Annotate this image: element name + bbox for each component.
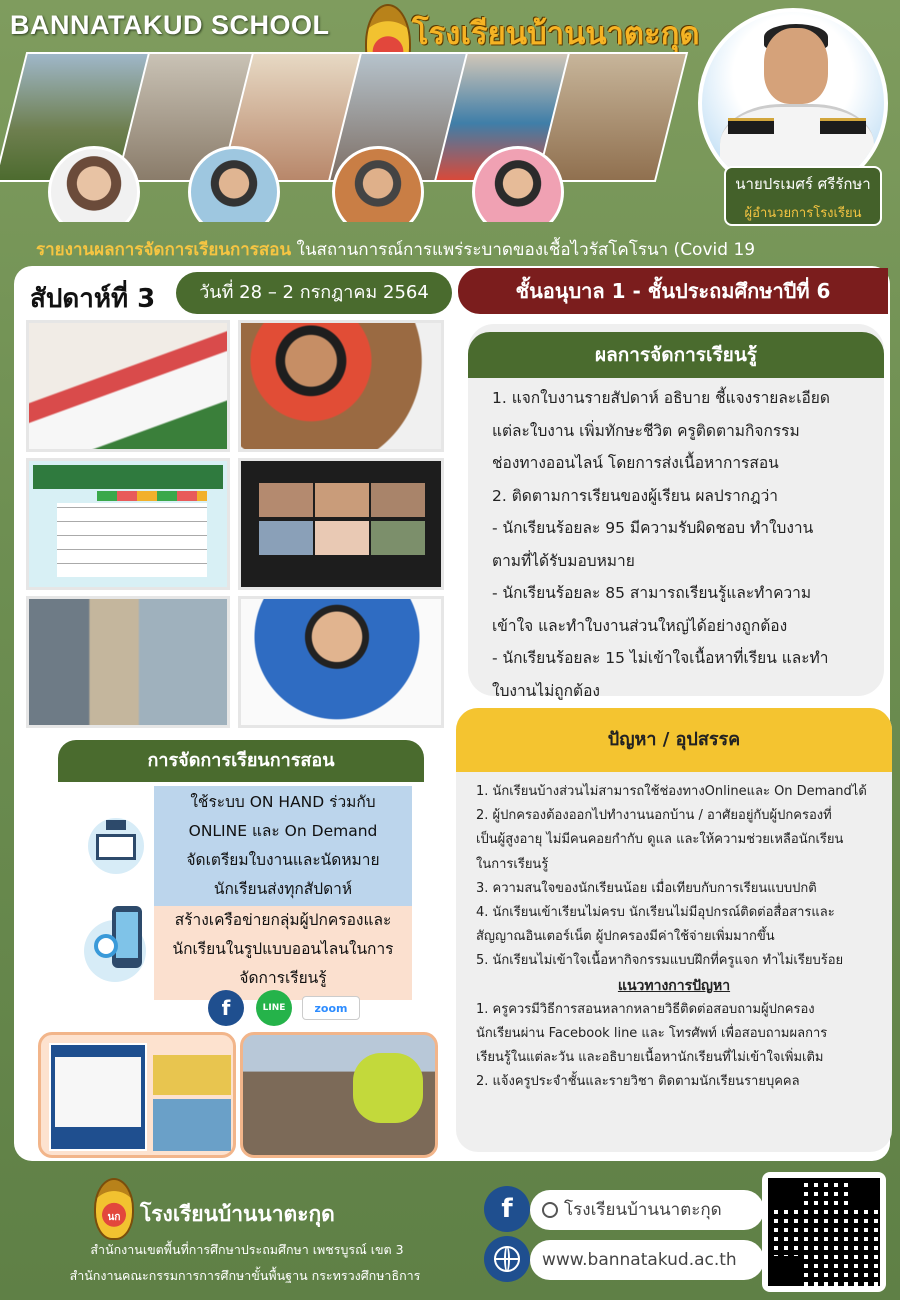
activity-photo-2: [238, 320, 444, 452]
parent-network-box: [154, 906, 412, 1000]
problem-line: 3. ความสนใจของนักเรียนน้อย เมื่อเทียบกับการเรียนแบบปกติ: [476, 880, 817, 896]
date-pill: วันที่ 28 – 2 กรกฎาคม 2564: [176, 272, 452, 314]
principal-name: นายปรเมศร์ ศรีรักษา: [735, 175, 871, 193]
solution-line: เรียนรู้ในแต่ละวัน และอธิบายเนื้อหานักเรียนที่ไม่เข้าใจเพิ่มเติม: [476, 1050, 824, 1066]
results-line: เข้าใจ และทำใบงานส่วนใหญ่ได้อย่างถูกต้อง: [492, 616, 788, 635]
week-label: สัปดาห์ที่ 3: [30, 284, 156, 314]
problems-title: ปัญหา / อุปสรรค: [456, 708, 892, 772]
footer-school-logo: นก: [94, 1178, 134, 1240]
solution-line: นักเรียนผ่าน Facebook line และ โทรศัพท์ เพื่อสอบถามผลการ: [476, 1026, 828, 1042]
qr-code[interactable]: [762, 1172, 886, 1292]
grade-banner: ชั้นอนุบาล 1 - ชั้นประถมศึกษาปีที่ 6: [458, 268, 888, 314]
results-line: 2. ติดตามการเรียนของผู้เรียน ผลปรากฎว่า: [492, 486, 778, 505]
teaching-method-box: [154, 786, 412, 906]
facebook-search-pill[interactable]: [530, 1190, 764, 1230]
activity-photo-3: [26, 596, 230, 728]
results-line: ใบงานไม่ถูกต้อง: [492, 681, 601, 700]
report-heading-highlight: รายงานผลการจัดการเรียนการสอน: [36, 240, 292, 260]
footer-school-name: โรงเรียนบ้านนาตะกุด: [140, 1202, 335, 1226]
problems-text: [476, 780, 872, 1095]
results-title: ผลการจัดการเรียนรู้: [468, 332, 884, 378]
results-line: - นักเรียนร้อยละ 15 ไม่เข้าใจเนื้อหาที่เรียน และทำ: [492, 649, 829, 667]
website-link[interactable]: www.bannatakud.ac.th: [542, 1250, 737, 1270]
solution-title: แนวทางการปัญหา: [617, 977, 731, 994]
teaching-method-line: นักเรียนส่งทุกสัปดาห์: [213, 880, 353, 898]
problem-line: ในการเรียนรู้: [476, 856, 549, 872]
results-line: ตามที่ได้รับมอบหมาย: [492, 551, 635, 570]
results-line: - นักเรียนร้อยละ 85 สามารถเรียนรู้และทำความ: [492, 584, 812, 602]
line-icon: LINE: [256, 990, 292, 1026]
website-pill[interactable]: [530, 1240, 764, 1280]
teaching-method-line: จัดเตรียมใบงานและนัดหมาย: [186, 851, 380, 869]
results-line: - นักเรียนร้อยละ 95 มีความรับผิดชอบ ทำใบงาน: [492, 519, 814, 537]
online-learning-icon: [88, 812, 150, 874]
footer-facebook-icon[interactable]: f: [484, 1186, 530, 1232]
facebook-icon: f: [208, 990, 244, 1026]
problem-line: 1. นักเรียนบ้างส่วนไม่สามารถใช้ช่องทางOnlineและ On Demandได้: [476, 784, 867, 799]
header-photo-collage: [0, 52, 700, 222]
footer-office-line1: สำนักงานเขตพื้นที่การศึกษาประถมศึกษา เพชรบูรณ์ เขต 3: [90, 1242, 404, 1257]
teaching-title: การจัดการเรียนการสอน: [58, 740, 424, 782]
problem-line: 2. ผู้ปกครองต้องออกไปทำงานนอกบ้าน / อาศัยอยู่กับผู้ปกครองที่: [476, 808, 832, 824]
worksheet-screenshot: [26, 458, 230, 590]
activity-photo-1: [26, 320, 230, 452]
footer-office-line2: สำนักงานคณะกรรมการการศึกษาขั้นพื้นฐาน กระทรวงศึกษาธิการ: [69, 1268, 421, 1283]
network-line: สร้างเครือข่ายกลุ่มผู้ปกครองและ: [174, 911, 392, 929]
principal-position: ผู้อำนวยการโรงเรียน: [744, 206, 862, 221]
announcement-photo: [38, 1032, 236, 1158]
results-text: [492, 382, 868, 707]
results-line: แต่ละใบงาน เพิ่มทักษะชีวิต ครูติดตามกิจกรรม: [492, 421, 800, 440]
problem-line: เป็นผู้สูงอายุ ไม่มีคนคอยกำกับ ดูแล และให้ความช่วยเหลือนักเรียน: [476, 832, 844, 848]
problem-line: 4. นักเรียนเข้าเรียนไม่ครบ นักเรียนไม่มีอุปกรณ์ติดต่อสื่อสารและ: [476, 905, 835, 921]
zoom-icon: zoom: [302, 996, 360, 1020]
teaching-method-line: ใช้ระบบ ON HAND ร่วมกับ: [190, 793, 376, 811]
gardening-photo: [240, 1032, 438, 1158]
report-heading: [36, 236, 896, 263]
activity-photo-4: [238, 596, 444, 728]
facebook-search-text: โรงเรียนบ้านนาตะกุด: [564, 1200, 722, 1220]
report-heading-rest: ในสถานการณ์การแพร่ระบาดของเชื้อไวรัสโคโรนา (Covid 19: [291, 240, 756, 260]
teaching-method-line: ONLINE และ On Demand: [188, 822, 378, 840]
network-line: นักเรียนในรูปแบบออนไลนในการ: [172, 940, 394, 958]
results-line: 1. แจกใบงานรายสัปดาห์ อธิบาย ชี้แจงรายละเอียด: [492, 389, 830, 407]
phone-search-icon: [84, 906, 154, 984]
school-name-en: BANNATAKUD SCHOOL: [10, 10, 330, 40]
solution-line: 1. ครูควรมีวิธีการสอนหลากหลายวิธีติดต่อสอบถามผู้ปกครอง: [476, 1001, 815, 1017]
globe-icon[interactable]: [484, 1236, 530, 1282]
solution-line: 2. แจ้งครูประจำชั้นและรายวิชา ติดตามนักเรียนรายบุคคล: [476, 1074, 800, 1090]
school-name-th: โรงเรียนบ้านนาตะกุด: [412, 16, 700, 52]
results-line: ช่องทางออนไลน์ โดยการส่งเนื้อหาการสอน: [492, 454, 779, 472]
video-call-screenshot: [238, 458, 444, 590]
principal-name-card: [724, 166, 882, 226]
problem-line: 5. นักเรียนไม่เข้าใจเนื้อหากิจกรรมแบบฝึกที่ครูแจก ทำไม่เรียบร้อย: [476, 953, 844, 969]
search-icon: [542, 1202, 558, 1218]
network-line: จัดการเรียนรู้: [239, 969, 327, 987]
problem-line: สัญญาณอินเตอร์เน็ต ผู้ปกครองมีค่าใช้จ่ายเพิ่มมากขึ้น: [476, 929, 775, 945]
